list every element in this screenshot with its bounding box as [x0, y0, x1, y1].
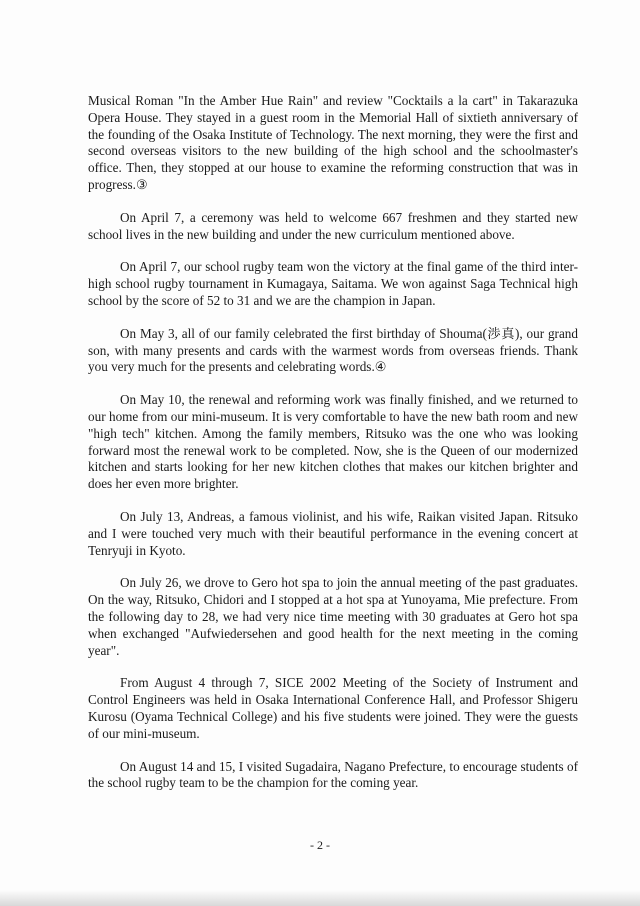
paragraph-freshmen-ceremony: On April 7, a ceremony was held to welcome 667 freshmen and they started new school lives in the new building and under the new curriculum mentioned above.	[88, 209, 578, 242]
paragraph-sugadaira-visit: On August 14 and 15, I visited Sugadaira, Nagano Prefecture, to encourage students of the school rugby team to be the champion for the coming year.	[88, 758, 578, 791]
paragraph-andreas-concert: On July 13, Andreas, a famous violinist, and his wife, Raikan visited Japan. Ritsuko and I were touched very much with their beautiful performance in the evening concert at Tenryuji in Kyoto.	[88, 508, 578, 558]
page-number: - 2 -	[310, 838, 330, 852]
scan-bottom-edge	[0, 890, 640, 906]
document-body	[88, 93, 578, 808]
paragraph-rugby-victory: On April 7, our school rugby team won the victory at the final game of the third inter-high school rugby tournament in Kumagaya, Saitama. We won against Saga Technical high school by the score of 52 to 31 and we are the champion in Japan.	[88, 259, 578, 308]
paragraph-shouma-birthday: On May 3, all of our family celebrated the first birthday of Shouma(渉真), our grand son, with many presents and cards with the warmest words from overseas friends. Thank you very much for the presents and celebrating words.④	[88, 325, 578, 375]
paragraph-renewal-finished: On May 10, the renewal and reforming work was finally finished, and we returned to our home from our mini-museum. It is very comfortable to have the new bath room and new "high tech" kitchen. Among the family members, Ritsuko was the one who was looking forward most the renewal work to be completed. Now, she is the Queen of our modernized kitchen and starts looking for her new kitchen clothes that makes our kitchen brighter and does her even more brighter.	[88, 392, 578, 492]
paragraph-gero-hot-spa: On July 26, we drove to Gero hot spa to join the annual meeting of the past graduates. On the way, Ritsuko, Chidori and I stopped at a hot spa at Yunoyama, Mie prefecture. From the following day to 28, we had very nice time meeting with 30 graduates at Gero hot spa when exchanged "Aufwiedersehen and good health for the next meeting in the coming year".	[88, 575, 578, 658]
paragraph-takarazuka: Musical Roman "In the Amber Hue Rain" and review "Cocktails a la cart" in Takarazuka Opera House. They stayed in a guest room in the Memorial Hall of sixtieth anniversary of the founding of the Osaka Institute of Technology. The next morning, they were the first and second overseas visitors to the new building of the high school and the schoolmaster's office. Then, they stopped at our house to examine the reforming construction that was in progress.③	[88, 93, 578, 192]
paragraph-sice-meeting: From August 4 through 7, SICE 2002 Meeting of the Society of Instrument and Control Engineers was held in Osaka International Conference Hall, and Professor Shigeru Kurosu (Oyama Technical College) and his five students were joined. They were the guests of our mini-museum.	[88, 675, 578, 741]
